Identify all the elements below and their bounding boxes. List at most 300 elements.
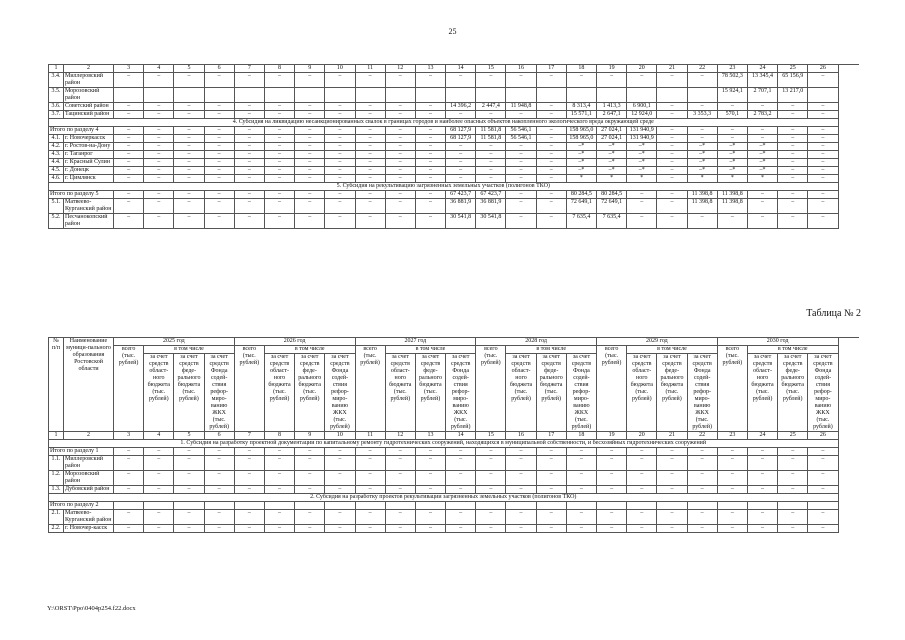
section-total-label: Итого по разделу 2 [49, 502, 114, 510]
value-cell: 30 541,8 [446, 214, 476, 229]
value-cell: 11 581,8 [476, 135, 506, 143]
value-cell: – [325, 471, 355, 486]
value-cell: – [174, 111, 204, 119]
value-cell: – [808, 525, 838, 533]
value-cell: – [325, 159, 355, 167]
value-cell: – [446, 159, 476, 167]
value-cell: – [386, 448, 416, 456]
header-year: 2025 год [114, 338, 235, 346]
value-cell: – [778, 127, 808, 135]
value-cell: – [657, 135, 687, 143]
header-housing-fund: за счет средств Фонда содей-ствия рефор-миро-ванию ЖКХ (тыс. рублей) [205, 354, 235, 432]
value-cell: – [144, 448, 174, 456]
value-cell: – [265, 103, 295, 111]
value-cell [325, 502, 355, 510]
column-number: 26 [808, 432, 838, 440]
row-name: Советский район [64, 103, 114, 111]
value-cell [688, 88, 718, 103]
value-cell [416, 502, 446, 510]
value-cell: – [567, 525, 597, 533]
value-cell: – [416, 73, 446, 88]
value-cell: 67 423,7 [476, 191, 506, 199]
value-cell: – [114, 214, 144, 229]
value-cell: –* [718, 143, 748, 151]
value-cell [265, 88, 295, 103]
header-year: 2029 год [597, 338, 718, 346]
value-cell [235, 88, 265, 103]
value-cell: – [808, 486, 838, 494]
value-cell: – [205, 486, 235, 494]
value-cell: 68 127,9 [446, 135, 476, 143]
value-cell: – [416, 214, 446, 229]
column-number: 1 [49, 65, 64, 73]
value-cell [114, 502, 144, 510]
value-cell: – [265, 151, 295, 159]
value-cell: – [325, 214, 355, 229]
value-cell: – [476, 167, 506, 175]
value-cell: – [295, 159, 325, 167]
value-cell: – [205, 103, 235, 111]
value-cell [567, 502, 597, 510]
value-cell: – [537, 111, 567, 119]
value-cell: – [325, 143, 355, 151]
value-cell: – [144, 167, 174, 175]
value-cell: – [295, 143, 325, 151]
value-cell: – [627, 456, 657, 471]
value-cell: – [144, 191, 174, 199]
value-cell: – [265, 448, 295, 456]
value-cell: – [808, 143, 838, 151]
section-total-label: Итого по разделу 1 [49, 448, 114, 456]
value-cell [295, 502, 325, 510]
value-cell: 13 345,4 [748, 73, 778, 88]
value-cell: –* [688, 159, 718, 167]
value-cell: 158 965,0 [567, 135, 597, 143]
value-cell: – [386, 486, 416, 494]
value-cell: – [265, 510, 295, 525]
value-cell: – [235, 151, 265, 159]
value-cell: 11 398,8 [718, 191, 748, 199]
column-number: 8 [265, 432, 295, 440]
value-cell: – [718, 456, 748, 471]
value-cell: – [657, 510, 687, 525]
value-cell: – [718, 525, 748, 533]
header-housing-fund: за счет средств Фонда содей-ствия рефор-миро-ванию ЖКХ (тыс. рублей) [688, 354, 718, 432]
value-cell: – [688, 214, 718, 229]
row-name: г. Новочер-касск [64, 525, 114, 533]
value-cell: 67 423,7 [446, 191, 476, 199]
row-name: Миллеровский район [64, 456, 114, 471]
value-cell: – [205, 111, 235, 119]
row-number: 4.5. [49, 167, 64, 175]
column-number: 23 [718, 65, 748, 73]
column-number: 4 [144, 65, 174, 73]
value-cell: – [235, 103, 265, 111]
value-cell: – [325, 486, 355, 494]
value-cell: * [748, 175, 778, 183]
value-cell: – [114, 159, 144, 167]
value-cell: – [295, 73, 325, 88]
value-cell: – [356, 471, 386, 486]
column-number: 20 [627, 65, 657, 73]
value-cell: – [808, 456, 838, 471]
value-cell: – [386, 471, 416, 486]
value-cell: – [537, 510, 567, 525]
row-number: 4.1. [49, 135, 64, 143]
value-cell: – [144, 151, 174, 159]
value-cell: –* [627, 159, 657, 167]
value-cell: – [808, 175, 838, 183]
value-cell: – [205, 510, 235, 525]
value-cell: – [718, 135, 748, 143]
value-cell: – [506, 456, 536, 471]
value-cell: – [808, 73, 838, 88]
value-cell: – [174, 214, 204, 229]
value-cell: – [174, 143, 204, 151]
value-cell: – [235, 510, 265, 525]
value-cell: – [506, 191, 536, 199]
header-federal-budget: за счет средств феде-рального бюджета (тыс. рублей) [537, 354, 567, 432]
value-cell: – [235, 199, 265, 214]
value-cell: – [476, 175, 506, 183]
value-cell: – [356, 143, 386, 151]
row-name: г. Новочеркасск [64, 135, 114, 143]
value-cell: – [295, 448, 325, 456]
value-cell: – [657, 127, 687, 135]
value-cell: * [567, 175, 597, 183]
value-cell: – [114, 456, 144, 471]
value-cell: –* [748, 143, 778, 151]
table-2-title: Таблица № 2 [806, 308, 861, 319]
value-cell: – [476, 448, 506, 456]
value-cell: – [537, 127, 567, 135]
value-cell: – [114, 73, 144, 88]
value-cell [386, 88, 416, 103]
value-cell: – [265, 159, 295, 167]
value-cell: – [748, 471, 778, 486]
value-cell: – [476, 510, 506, 525]
value-cell: – [688, 525, 718, 533]
value-cell: – [114, 510, 144, 525]
value-cell: – [476, 486, 506, 494]
value-cell: 2 707,1 [748, 88, 778, 103]
column-number: 12 [386, 432, 416, 440]
value-cell: 27 024,1 [597, 127, 627, 135]
value-cell [506, 88, 536, 103]
value-cell: – [808, 510, 838, 525]
row-name: г. Цимлянск [64, 175, 114, 183]
value-cell: – [627, 448, 657, 456]
column-number: 26 [808, 65, 838, 73]
value-cell: – [446, 175, 476, 183]
value-cell: – [597, 525, 627, 533]
value-cell: – [386, 127, 416, 135]
column-number: 2 [64, 432, 114, 440]
value-cell: – [416, 175, 446, 183]
value-cell: – [174, 486, 204, 494]
value-cell: – [748, 191, 778, 199]
value-cell [325, 88, 355, 103]
value-cell: – [778, 143, 808, 151]
value-cell [627, 88, 657, 103]
value-cell: – [446, 143, 476, 151]
value-cell: – [748, 510, 778, 525]
value-cell: – [657, 159, 687, 167]
value-cell: – [235, 73, 265, 88]
value-cell: – [114, 448, 144, 456]
value-cell: – [325, 73, 355, 88]
header-oblast-budget: за счет средств област-ного бюджета (тыс. рублей) [748, 354, 778, 432]
value-cell: 78 502,3 [718, 73, 748, 88]
value-cell: – [356, 111, 386, 119]
column-number: 22 [688, 432, 718, 440]
value-cell: – [657, 525, 687, 533]
header-year: 2027 год [356, 338, 477, 346]
row-number: 3.5. [49, 88, 64, 103]
value-cell [295, 88, 325, 103]
value-cell: – [325, 127, 355, 135]
column-number: 17 [537, 432, 567, 440]
value-cell: – [506, 214, 536, 229]
row-name: Миллеровский район [64, 73, 114, 88]
value-cell: – [718, 127, 748, 135]
value-cell: – [748, 448, 778, 456]
value-cell: 72 649,1 [567, 199, 597, 214]
value-cell: – [114, 486, 144, 494]
column-number: 9 [295, 65, 325, 73]
header-housing-fund: за счет средств Фонда содей-ствия рефор-миро-ванию ЖКХ (тыс. рублей) [808, 354, 838, 432]
value-cell [144, 88, 174, 103]
section-total-label: Итого по разделу 4 [49, 127, 114, 135]
value-cell: – [808, 135, 838, 143]
value-cell: –* [718, 151, 748, 159]
header-total: всего (тыс. рублей) [235, 346, 265, 432]
value-cell: * [627, 175, 657, 183]
value-cell: – [265, 127, 295, 135]
value-cell: – [325, 199, 355, 214]
row-name: Матвеево-Курганский район [64, 199, 114, 214]
value-cell [205, 502, 235, 510]
value-cell: 80 284,5 [597, 191, 627, 199]
row-name: Дубовский район [64, 486, 114, 494]
value-cell: – [567, 456, 597, 471]
value-cell: – [597, 448, 627, 456]
value-cell: – [386, 143, 416, 151]
value-cell: – [114, 151, 144, 159]
header-including: в том числе [265, 346, 356, 354]
value-cell: – [537, 525, 567, 533]
value-cell: – [657, 191, 687, 199]
value-cell: – [808, 471, 838, 486]
value-cell: – [265, 167, 295, 175]
value-cell: –* [748, 151, 778, 159]
value-cell: 15 571,1 [567, 111, 597, 119]
value-cell: – [476, 111, 506, 119]
header-oblast-budget: за счет средств област-ного бюджета (тыс. рублей) [144, 354, 174, 432]
value-cell: – [506, 73, 536, 88]
value-cell: – [114, 167, 144, 175]
value-cell: – [265, 135, 295, 143]
value-cell: – [205, 151, 235, 159]
value-cell: – [235, 456, 265, 471]
value-cell: – [174, 127, 204, 135]
value-cell [808, 502, 838, 510]
column-number: 1 [49, 432, 64, 440]
row-number: 4.4. [49, 159, 64, 167]
value-cell: – [295, 191, 325, 199]
value-cell: – [114, 471, 144, 486]
value-cell: – [174, 73, 204, 88]
header-row-number: № п/п [49, 338, 64, 432]
column-number: 5 [174, 432, 204, 440]
value-cell: 56 546,1 [506, 127, 536, 135]
value-cell: – [778, 199, 808, 214]
value-cell: – [506, 525, 536, 533]
value-cell: – [537, 103, 567, 111]
value-cell: * [688, 175, 718, 183]
value-cell: – [265, 214, 295, 229]
value-cell: – [356, 159, 386, 167]
value-cell: – [265, 73, 295, 88]
value-cell: – [356, 103, 386, 111]
value-cell: – [416, 486, 446, 494]
value-cell: – [235, 167, 265, 175]
value-cell: – [778, 135, 808, 143]
value-cell: –* [597, 159, 627, 167]
value-cell: – [295, 214, 325, 229]
value-cell: – [627, 214, 657, 229]
header-federal-budget: за счет средств феде-рального бюджета (тыс. рублей) [295, 354, 325, 432]
value-cell: – [295, 525, 325, 533]
value-cell: – [416, 103, 446, 111]
value-cell: – [416, 143, 446, 151]
header-total: всего (тыс. рублей) [718, 346, 748, 432]
value-cell: – [386, 103, 416, 111]
value-cell: –* [567, 151, 597, 159]
value-cell: * [718, 175, 748, 183]
value-cell: – [718, 510, 748, 525]
value-cell: – [748, 135, 778, 143]
value-cell: – [627, 510, 657, 525]
value-cell: – [446, 151, 476, 159]
value-cell: – [356, 167, 386, 175]
value-cell: –* [597, 167, 627, 175]
value-cell: 36 881,9 [476, 199, 506, 214]
value-cell: – [778, 175, 808, 183]
column-number: 21 [657, 65, 687, 73]
column-number: 16 [506, 65, 536, 73]
column-number: 13 [416, 65, 446, 73]
header-housing-fund: за счет средств Фонда содей-ствия рефор-миро-ванию ЖКХ (тыс. рублей) [325, 354, 355, 432]
value-cell: – [114, 175, 144, 183]
value-cell: – [688, 135, 718, 143]
value-cell: – [537, 143, 567, 151]
value-cell: – [356, 510, 386, 525]
column-number: 15 [476, 432, 506, 440]
value-cell: 11 948,8 [506, 103, 536, 111]
value-cell: – [657, 214, 687, 229]
value-cell: – [144, 456, 174, 471]
row-number: 4.2. [49, 143, 64, 151]
value-cell: – [144, 103, 174, 111]
value-cell: – [688, 456, 718, 471]
value-cell: – [386, 199, 416, 214]
column-number: 7 [235, 432, 265, 440]
section-heading: 5. Субсидия на рекультивацию загрязненных земельных участков (полигонов ТКО) [49, 183, 839, 191]
value-cell [114, 88, 144, 103]
value-cell [386, 502, 416, 510]
value-cell: – [295, 486, 325, 494]
value-cell: – [265, 486, 295, 494]
row-number: 5.1. [49, 199, 64, 214]
value-cell: – [235, 135, 265, 143]
value-cell: – [657, 143, 687, 151]
value-cell [597, 88, 627, 103]
value-cell: – [235, 486, 265, 494]
header-including: в том числе [627, 346, 718, 354]
value-cell: 3 353,3 [688, 111, 718, 119]
value-cell: – [657, 167, 687, 175]
value-cell: 2 783,2 [748, 111, 778, 119]
value-cell: – [476, 151, 506, 159]
value-cell: 14 396,2 [446, 103, 476, 111]
value-cell: – [476, 143, 506, 151]
value-cell: – [356, 199, 386, 214]
value-cell: – [295, 199, 325, 214]
value-cell [778, 502, 808, 510]
value-cell: – [657, 103, 687, 111]
value-cell: – [205, 456, 235, 471]
value-cell: – [174, 159, 204, 167]
value-cell: – [476, 525, 506, 533]
table-2 [48, 337, 859, 533]
value-cell: – [356, 456, 386, 471]
value-cell [627, 502, 657, 510]
value-cell: – [657, 456, 687, 471]
row-name: Песчанокопский район [64, 214, 114, 229]
value-cell [144, 502, 174, 510]
value-cell [597, 502, 627, 510]
value-cell: – [144, 111, 174, 119]
value-cell: – [325, 103, 355, 111]
row-number: 3.4. [49, 73, 64, 88]
value-cell: – [748, 103, 778, 111]
value-cell: – [446, 167, 476, 175]
value-cell: – [778, 159, 808, 167]
footer-file-path: Y:\ORST\Ppo\0404p254.f22.docx [47, 605, 136, 612]
row-number: 2.1. [49, 510, 64, 525]
value-cell: – [476, 159, 506, 167]
value-cell: – [778, 111, 808, 119]
value-cell: – [416, 510, 446, 525]
value-cell: – [537, 175, 567, 183]
value-cell: – [205, 135, 235, 143]
page-number: 25 [448, 27, 457, 36]
row-number: 1.1. [49, 456, 64, 471]
value-cell: – [386, 151, 416, 159]
value-cell: – [386, 525, 416, 533]
column-number: 23 [718, 432, 748, 440]
value-cell [537, 502, 567, 510]
value-cell: 30 541,8 [476, 214, 506, 229]
value-cell: – [114, 191, 144, 199]
value-cell: – [537, 471, 567, 486]
header-oblast-budget: за счет средств област-ного бюджета (тыс. рублей) [627, 354, 657, 432]
value-cell: – [144, 135, 174, 143]
value-cell: – [778, 191, 808, 199]
value-cell: – [386, 191, 416, 199]
value-cell: 2 647,1 [597, 111, 627, 119]
